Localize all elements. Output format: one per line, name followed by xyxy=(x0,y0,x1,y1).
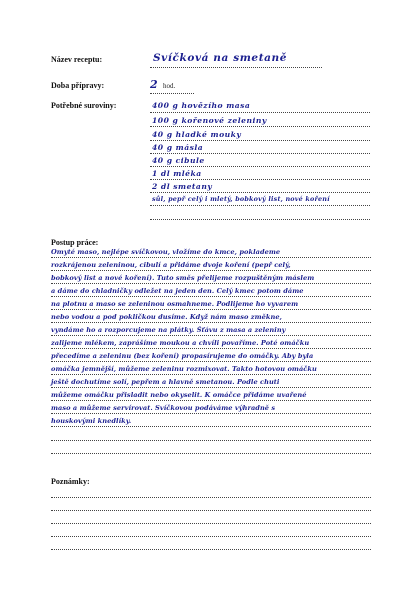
ruled-line xyxy=(51,387,371,388)
procedure-line: bobkový list a nové koření). Tuto směs přelijeme rozpuštěným máslem xyxy=(51,274,315,282)
ingredient-item: sůl, pepř celý i mletý, bobkový list, nové koření xyxy=(152,195,330,203)
ingredient-item: 40 g cibule xyxy=(152,156,205,165)
ingredient-line xyxy=(150,126,370,127)
prep-time-line xyxy=(150,93,194,94)
ruled-line xyxy=(51,413,371,414)
ingredient-item: 1 dl mléka xyxy=(152,169,202,178)
prep-time-value: 2 xyxy=(150,78,158,91)
ruled-line xyxy=(51,335,371,336)
procedure-line: nebo vodou a pod pokličkou dusíme. Když nám maso změkne, xyxy=(51,313,282,321)
ingredient-line xyxy=(150,140,370,141)
ingredient-line xyxy=(150,153,370,154)
recipe-name-label: Název receptu: xyxy=(51,55,103,64)
ruled-line xyxy=(51,510,371,511)
procedure-label: Postup práce: xyxy=(51,238,99,247)
ruled-line xyxy=(51,536,371,537)
ingredient-item: 400 g hovězího masa xyxy=(152,101,251,110)
procedure-line: rozkrájenou zeleninou, cibulí a přidáme dvoje koření (pepř celý, xyxy=(51,261,291,269)
ingredient-line xyxy=(150,179,370,180)
ruled-line xyxy=(51,549,371,550)
ruled-line xyxy=(51,426,371,427)
ruled-line xyxy=(51,400,371,401)
ruled-line xyxy=(51,361,371,362)
ingredient-item: 100 g kořenové zeleniny xyxy=(152,116,267,125)
prep-time-label: Doba přípravy: xyxy=(51,81,105,90)
ingredient-item: 40 g hladké mouky xyxy=(152,130,242,139)
ingredient-line xyxy=(150,166,370,167)
ruled-line xyxy=(51,523,371,524)
ruled-line xyxy=(51,257,371,258)
procedure-line: a dáme do chladničky odležet na jeden den. Celý kmec potom dáme xyxy=(51,287,304,295)
ingredient-item: 40 g másla xyxy=(152,143,204,152)
ruled-line xyxy=(51,322,371,323)
procedure-line: Omyté maso, nejlépe svíčkovou, vložíme do kmce, poklademe xyxy=(51,248,281,256)
ruled-line xyxy=(51,453,371,454)
procedure-line: vyndáme ho a rozporcujeme na plátky. Šťávu z masa a zeleniny xyxy=(51,326,286,334)
recipe-name-value: Svíčková na smetaně xyxy=(153,52,288,64)
ruled-line xyxy=(51,497,371,498)
notes-label: Poznámky: xyxy=(51,477,90,486)
ingredients-label: Potřebné suroviny: xyxy=(51,101,117,110)
procedure-line: na plotnu a maso se zeleninou osmahneme. Podlijeme ho vyvarem xyxy=(51,300,299,308)
prep-time-unit: hod. xyxy=(163,82,176,90)
ruled-line xyxy=(51,440,371,441)
procedure-line: houskovými knedlíky. xyxy=(51,417,132,425)
procedure-line: přecedíme a zeleninu (bez koření) propasírujeme do omáčky. Aby byla xyxy=(51,352,314,360)
procedure-line: zalijeme mlékem, zaprášíme moukou a chvíli povaříme. Poté omáčku xyxy=(51,339,310,347)
procedure-line: můžeme omáčku přisladit nebo okyselit. K omáčce přidáme uvařené xyxy=(51,391,307,399)
ingredient-line xyxy=(150,205,370,206)
ruled-line xyxy=(51,296,371,297)
ruled-line xyxy=(51,270,371,271)
procedure-line: maso a můžeme servírovat. Svíčkovou podáváme výhradně s xyxy=(51,404,276,412)
procedure-line: omáčka jemnější, můžeme zeleninu rozmixovat. Takto hotovou omáčku xyxy=(51,365,317,373)
ruled-line xyxy=(51,309,371,310)
procedure-line: ještě dochutíme solí, pepřem a hlavně smetanou. Podle chuti xyxy=(51,378,280,386)
ingredient-line xyxy=(150,219,370,220)
ruled-line xyxy=(51,374,371,375)
ingredient-item: 2 dl smetany xyxy=(152,182,213,191)
recipe-name-line xyxy=(150,67,322,68)
ingredient-line xyxy=(150,192,370,193)
ruled-line xyxy=(51,348,371,349)
ruled-line xyxy=(51,283,371,284)
ingredient-line xyxy=(150,112,370,113)
